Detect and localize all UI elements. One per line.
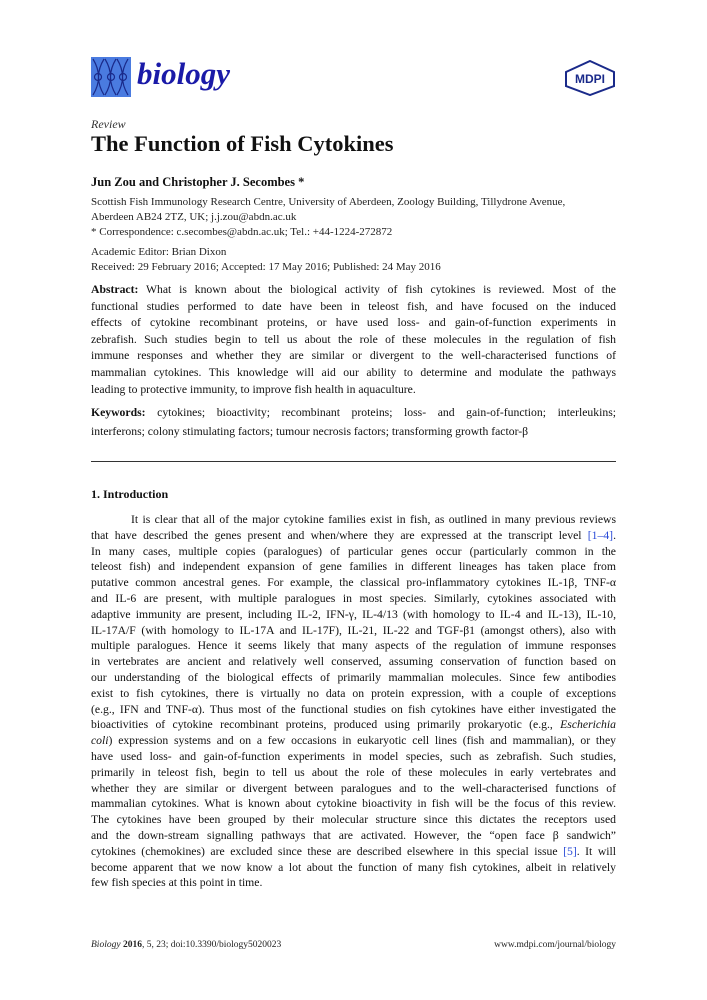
body-line — [91, 512, 616, 528]
body-text: few fish species at this point in time. — [91, 876, 263, 890]
body-text: whether they are similar or divergent between paralogues and to the well-characterised functions of — [91, 781, 616, 795]
body-text: teleost fish) and independent expansion of gene families in different lineages has taken place from — [91, 560, 616, 574]
keywords-line: interferons; colony stimulating factors; tumour necrosis factors; transforming growth factor-β — [91, 425, 529, 438]
authors: Jun Zou and Christopher J. Secombes * — [91, 175, 305, 189]
body-line — [91, 544, 616, 560]
body-line — [91, 828, 616, 844]
body-line — [91, 749, 616, 765]
body-text: It is clear that all of the major cytokine families exist in fish, as outlined in many previous reviews — [131, 513, 616, 526]
body-line — [91, 860, 616, 876]
body-line — [91, 796, 616, 812]
body-text: bioactivities of cytokine recombinant proteins, produced using primarily prokaryotic (e.g., — [91, 718, 561, 732]
page-title: The Function of Fish Cytokines — [91, 131, 394, 156]
academic-editor: Academic Editor: Brian Dixon — [91, 246, 227, 258]
abstract-line: What is known about the biological activity of fish cytokines is reviewed. Most of the — [138, 283, 616, 296]
body-text: IL-17A/F (with homology to IL-17A and IL-17F), IL-21, IL-22 and TGF-β1 (amongst others), also with — [91, 623, 616, 637]
introduction-body — [91, 512, 616, 891]
abstract-line: functional studies performed to date have been in teleost fish, and have focused on the induced — [91, 299, 616, 313]
keywords-label: Keywords: — [91, 406, 146, 419]
abstract-line: mammalian cytokines. This knowledge will aid our ability to determine and modulate the pathways — [91, 365, 616, 379]
body-line — [91, 559, 616, 575]
body-text: become apparent that we now know a lot about the function of many fish cytokines, albeit in relatively — [91, 860, 616, 874]
body-line — [91, 670, 616, 686]
footer-citation — [91, 940, 281, 950]
affiliation-line-1: Scottish Fish Immunology Research Centre, University of Aberdeen, Zoology Building, Tillydrone Avenue, — [91, 196, 566, 208]
body-text: cytokines (chemokines) are excluded since these are described elsewhere in this special issue — [91, 844, 564, 858]
footer-journal: Biology — [91, 940, 121, 950]
footer-year: 2016 — [122, 940, 142, 950]
body-line — [91, 575, 616, 591]
abstract-line: zebrafish. Such studies begin to tell us about the role of these molecules in the regulation of fish — [91, 332, 616, 346]
italic-text: coli — [91, 734, 109, 748]
abstract-line: leading to protective immunity, to improve fish health in aquaculture. — [91, 382, 416, 396]
body-text: primarily in teleost fish, begin to tell us about the role of these molecules in early vertebrates and — [91, 765, 616, 779]
body-text: exist to fish cytokines, there is virtually no data on protein expression, with a couple of exceptions — [91, 686, 616, 700]
body-text: and IL-6 are present, with multiple paralogues in most species. Similarly, cytokines associated with — [91, 591, 616, 605]
body-line — [91, 781, 616, 797]
section-heading: 1. Introduction — [91, 487, 169, 501]
body-line — [91, 717, 616, 733]
body-text: mammalian cytokines. What is known about cytokine bioactivity in fish will be the focus of this review. — [91, 797, 616, 811]
body-line — [91, 638, 616, 654]
citation-link[interactable]: [1–4] — [587, 528, 614, 542]
body-line — [91, 654, 616, 670]
footer-doi: , 5, 23; doi:10.3390/biology5020023 — [141, 940, 282, 950]
citation-link[interactable]: [5] — [563, 844, 577, 858]
body-text: our understanding of the biological effects of primarily mammalian molecules. Since few antibodies — [91, 670, 616, 684]
body-text: (e.g., IFN and TNF-α). Thus most of the functional studies on fish cytokines have either investigated the — [91, 702, 616, 716]
body-text: and the down-stream signalling pathways that are activated. However, the “open face β sandwich” — [91, 828, 616, 842]
journal-logo-icon — [91, 57, 131, 97]
body-line — [91, 875, 616, 891]
body-line — [91, 844, 616, 860]
body-line — [91, 812, 616, 828]
body-line — [91, 591, 616, 607]
correspondence: * Correspondence: c.secombes@abdn.ac.uk; Tel.: +44-1224-272872 — [91, 226, 393, 238]
body-text: in vertebrates are ancient and relatively well conserved, assuming conservation of function based on — [91, 655, 616, 669]
body-line — [91, 623, 616, 639]
article-type: Review — [91, 117, 126, 131]
publication-dates: Received: 29 February 2016; Accepted: 17 May 2016; Published: 24 May 2016 — [91, 261, 441, 273]
body-line — [91, 528, 616, 544]
body-line — [91, 733, 616, 749]
abstract-line: effects of cytokine recombinant proteins, or have used loss- and gain-of-function experiments in — [91, 316, 616, 330]
body-line — [91, 686, 616, 702]
body-text: adaptive immunity are present, including IL-2, IFN-γ, IL-4/13 (with homology to IL-4 and IL-13), IL-10, — [91, 607, 616, 621]
body-text: . — [613, 528, 616, 542]
body-line — [91, 765, 616, 781]
body-line — [91, 702, 616, 718]
body-text: multiple paralogues. Hence it seems likely that many aspects of the regulation of immune responses — [91, 639, 616, 653]
divider — [91, 461, 616, 462]
abstract-line: immune responses and whether they are similar or divergent to the well-characterised functions of — [91, 349, 616, 363]
body-text: putative common ancestral genes. For example, the classical pro-inflammatory cytokines IL-1β, TNF-α — [91, 576, 616, 590]
mdpi-logo-text: MDPI — [575, 72, 605, 86]
body-text: . It will — [576, 844, 616, 858]
journal-name: biology — [137, 56, 230, 91]
italic-text: Escherichia — [560, 718, 616, 732]
keywords-line: cytokines; bioactivity; recombinant proteins; loss- and gain-of-function; interleukins; — [145, 406, 616, 419]
abstract-label: Abstract: — [91, 283, 139, 296]
mdpi-logo-icon — [564, 60, 616, 96]
abstract — [91, 282, 616, 398]
keywords — [91, 403, 616, 441]
footer-url[interactable]: www.mdpi.com/journal/biology — [494, 940, 616, 950]
body-text: In many cases, multiple copies (paralogues) of particular genes occur (particularly common in the — [91, 544, 616, 558]
body-text: ) expression systems and on a few occasions in eukaryotic cell lines (fish and mammalian), or they — [108, 734, 616, 748]
body-text: have used loss- and gain-of-function experiments in model species, such as zebrafish. Such studies, — [91, 749, 616, 763]
body-line — [91, 607, 616, 623]
body-text: that have described the genes present and when/where they are expressed at the transcript level — [91, 528, 588, 542]
affiliation-line-2: Aberdeen AB24 2TZ, UK; j.j.zou@abdn.ac.uk — [91, 211, 297, 223]
body-text: The cytokines have been grouped by their molecular structure since this dictates the receptors used — [91, 813, 616, 827]
